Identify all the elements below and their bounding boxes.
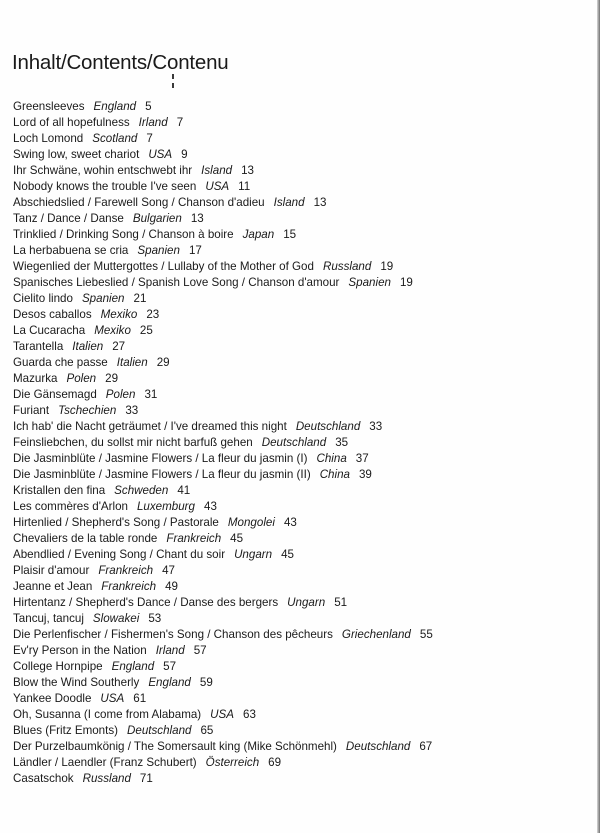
toc-entry <box>13 243 433 259</box>
page-number: 71 <box>139 772 153 785</box>
song-country: Deutschland <box>261 436 327 449</box>
page-number: 41 <box>177 484 191 497</box>
song-country: USA <box>205 180 230 193</box>
toc-entry <box>13 403 433 419</box>
song-title: Mazurka <box>13 372 58 385</box>
toc-entry <box>13 659 433 675</box>
song-country: Frankreich <box>101 580 157 593</box>
song-country: Irland <box>138 116 168 129</box>
song-title: Trinklied / Drinking Song / Chanson à boire <box>13 228 234 241</box>
song-title: Desos caballos <box>13 308 92 321</box>
song-country: Deutschland <box>345 740 411 753</box>
toc-entry <box>13 99 433 115</box>
toc-entry <box>13 307 433 323</box>
toc-entry <box>13 419 433 435</box>
song-title: Abendlied / Evening Song / Chant du soir <box>13 548 226 561</box>
song-country: Deutschland <box>295 420 361 433</box>
toc-entry <box>13 595 433 611</box>
page-number: 9 <box>181 148 188 161</box>
toc-entry <box>13 275 433 291</box>
song-country: Slowakei <box>92 612 140 625</box>
page-number: 57 <box>193 644 207 657</box>
toc-entry <box>13 339 433 355</box>
song-country: Italien <box>116 356 148 369</box>
toc-entry <box>13 499 433 515</box>
song-title: Der Purzelbaumkönig / The Somersault king (Mike Schönmehl) <box>13 740 337 753</box>
toc-entry <box>13 355 433 371</box>
song-title: Tancuj, tancuj <box>13 612 84 625</box>
page-number: 55 <box>419 628 433 641</box>
toc-entry <box>13 547 433 563</box>
song-country: Spanien <box>348 276 391 289</box>
page-number: 39 <box>358 468 372 481</box>
song-title: Die Gänsemagd <box>13 388 97 401</box>
song-title: Les commères d'Arlon <box>13 500 128 513</box>
song-country: Griechenland <box>341 628 411 641</box>
page-number: 33 <box>125 404 139 417</box>
toc-entry <box>13 163 433 179</box>
toc-entry <box>13 371 433 387</box>
toc-entry <box>13 211 433 227</box>
page-number: 47 <box>162 564 175 577</box>
page-number: 33 <box>369 420 383 433</box>
song-title: Feinsliebchen, du sollst mir nicht barfuß gehen <box>13 436 253 449</box>
song-title: Greensleeves <box>13 100 85 113</box>
page-number: 65 <box>200 724 214 737</box>
song-country: Luxemburg <box>136 500 195 513</box>
toc-entry <box>13 515 433 531</box>
toc-entry <box>13 227 433 243</box>
page-number: 53 <box>148 612 162 625</box>
song-title: La Cucaracha <box>13 324 86 337</box>
song-country: Deutschland <box>127 724 192 737</box>
song-title: Die Jasminblüte / Jasmine Flowers / La fleur du jasmin (II) <box>13 468 311 481</box>
toc-entry <box>13 483 433 499</box>
page-number: 43 <box>204 500 217 513</box>
page-number: 17 <box>188 244 202 257</box>
toc-entry <box>13 467 433 483</box>
song-title: Lord of all hopefulness <box>13 116 130 129</box>
song-country: Japan <box>242 228 275 241</box>
song-title: Plaisir d'amour <box>13 564 90 577</box>
toc-entry <box>13 627 433 643</box>
song-country: China <box>319 468 350 481</box>
toc-entry <box>13 131 433 147</box>
toc-entry <box>13 147 433 163</box>
toc-entry <box>13 259 433 275</box>
toc-entry <box>13 707 433 723</box>
toc-entry <box>13 323 433 339</box>
song-country: Ungarn <box>287 596 326 609</box>
song-title: Die Jasminblüte / Jasmine Flowers / La fleur du jasmin (I) <box>13 452 308 465</box>
toc-entry <box>13 531 433 547</box>
song-title: Hirtenlied / Shepherd's Song / Pastorale <box>13 516 219 529</box>
song-title: College Hornpipe <box>13 660 103 673</box>
song-title: Ich hab' die Nacht geträumet / I've dreamed this night <box>13 420 287 433</box>
song-title: Chevaliers de la table ronde <box>13 532 158 545</box>
page-number: 13 <box>190 212 204 225</box>
song-title: Casatschok <box>13 772 74 785</box>
song-country: Mongolei <box>227 516 275 529</box>
song-title: Abschiedslied / Farewell Song / Chanson d'adieu <box>13 196 265 209</box>
song-country: Tschechien <box>58 404 117 417</box>
page-number: 51 <box>334 596 348 609</box>
song-country: Polen <box>105 388 136 401</box>
page-number: 69 <box>268 756 282 769</box>
song-title: Loch Lomond <box>13 132 84 145</box>
song-title: Blow the Wind Southerly <box>13 676 140 689</box>
page-number: 19 <box>380 260 394 273</box>
song-country: Island <box>201 164 233 177</box>
song-country: Österreich <box>205 756 260 769</box>
song-country: Schweden <box>114 484 169 497</box>
toc-entry <box>13 755 433 771</box>
song-country: USA <box>148 148 173 161</box>
song-title: Jeanne et Jean <box>13 580 93 593</box>
song-country: Mexiko <box>100 308 138 321</box>
page-number: 63 <box>243 708 256 721</box>
page-number: 27 <box>112 340 126 353</box>
song-country: Spanien <box>81 292 125 305</box>
song-title: Nobody knows the trouble I've seen <box>13 180 197 193</box>
page-number: 15 <box>283 228 297 241</box>
song-title: Tanz / Dance / Danse <box>13 212 124 225</box>
song-country: England <box>93 100 137 113</box>
toc-entry <box>13 675 433 691</box>
song-title: Yankee Doodle <box>13 692 92 705</box>
song-title: Ev'ry Person in the Nation <box>13 644 147 657</box>
song-title: Spanisches Liebeslied / Spanish Love Song / Chanson d'amour <box>13 276 340 289</box>
page-number: 7 <box>176 116 184 129</box>
song-country: Scotland <box>92 132 138 145</box>
toc-entry <box>13 195 433 211</box>
toc-entry <box>13 563 433 579</box>
toc-entry <box>13 611 433 627</box>
page-number: 7 <box>146 132 153 145</box>
song-country: Polen <box>66 372 97 385</box>
page-number: 31 <box>144 388 158 401</box>
toc-entry <box>13 771 433 787</box>
page-number: 13 <box>241 164 254 177</box>
page-number: 67 <box>419 740 433 753</box>
song-title: Oh, Susanna (I come from Alabama) <box>13 708 202 721</box>
page-number: 37 <box>355 452 369 465</box>
page-number: 43 <box>283 516 297 529</box>
page-number: 29 <box>105 372 119 385</box>
song-title: Cielito lindo <box>13 292 73 305</box>
song-title: Die Perlenfischer / Fishermen's Song / Chanson des pêcheurs <box>13 628 333 641</box>
page-number: 19 <box>399 276 413 289</box>
song-country: Island <box>273 196 305 209</box>
page-number: 49 <box>165 580 178 593</box>
song-title: Ländler / Laendler (Franz Schubert) <box>13 756 197 769</box>
song-country: Ungarn <box>234 548 273 561</box>
song-country: England <box>111 660 155 673</box>
toc-entry <box>13 115 433 131</box>
page-number: 25 <box>139 324 153 337</box>
song-title: Furiant <box>13 404 50 417</box>
pencil-mark-icon <box>172 74 174 79</box>
song-title: Hirtentanz / Shepherd's Dance / Danse des bergers <box>13 596 279 609</box>
song-title: Ihr Schwäne, wohin entschwebt ihr <box>13 164 193 177</box>
page-number: 57 <box>163 660 177 673</box>
song-country: Spanien <box>137 244 180 257</box>
toc-entry <box>13 691 433 707</box>
toc-entry <box>13 723 433 739</box>
toc-entry <box>13 179 433 195</box>
table-of-contents <box>13 99 433 787</box>
song-title: La herbabuena se cria <box>13 244 129 257</box>
page-number: 11 <box>238 180 251 193</box>
toc-entry <box>13 387 433 403</box>
song-country: Italien <box>72 340 104 353</box>
page-number: 29 <box>156 356 170 369</box>
page-number: 45 <box>281 548 294 561</box>
song-country: China <box>316 452 347 465</box>
song-title: Kristallen den fina <box>13 484 106 497</box>
toc-entry <box>13 291 433 307</box>
toc-entry <box>13 739 433 755</box>
page-number: 59 <box>199 676 213 689</box>
song-title: Tarantella <box>13 340 64 353</box>
page-number: 23 <box>146 308 160 321</box>
toc-entry <box>13 435 433 451</box>
page-number: 35 <box>335 436 349 449</box>
song-country: Russland <box>82 772 131 785</box>
song-title: Swing low, sweet chariot <box>13 148 140 161</box>
song-country: Frankreich <box>166 532 222 545</box>
song-country: Bulgarien <box>132 212 182 225</box>
toc-entry <box>13 579 433 595</box>
toc-entry <box>13 643 433 659</box>
page-title: Inhalt/Contents/Contenu <box>12 51 229 74</box>
pencil-mark-icon <box>172 83 174 88</box>
song-country: Mexiko <box>94 324 131 337</box>
toc-entry <box>13 451 433 467</box>
page-number: 61 <box>133 692 147 705</box>
page-number: 5 <box>145 100 152 113</box>
page-number: 45 <box>230 532 244 545</box>
song-title: Wiegenlied der Muttergottes / Lullaby of the Mother of God <box>13 260 314 273</box>
song-country: USA <box>100 692 125 705</box>
song-country: England <box>148 676 191 689</box>
song-country: Irland <box>155 644 185 657</box>
page-number: 21 <box>133 292 147 305</box>
song-country: Frankreich <box>98 564 154 577</box>
song-title: Guarda che passe <box>13 356 108 369</box>
song-title: Blues (Fritz Emonts) <box>13 724 119 737</box>
page-number: 13 <box>313 196 327 209</box>
song-country: Russland <box>322 260 372 273</box>
song-country: USA <box>210 708 235 721</box>
